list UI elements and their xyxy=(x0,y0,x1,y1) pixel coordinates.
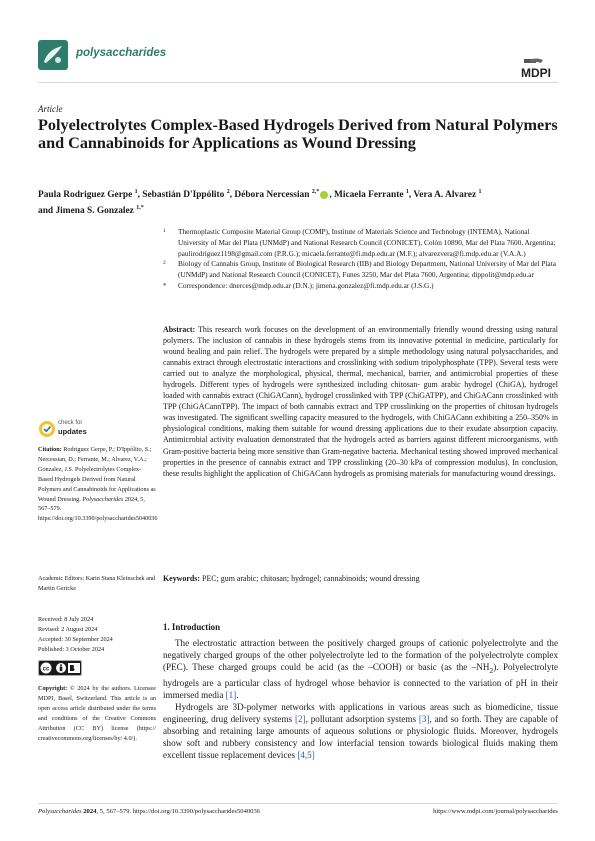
abstract-text: This research work focuses on the development of an environmentally friendly wound dressing using natural polymers. The inclusion of cannabis in these hydrogels stems from its innovative potential in medicine, particularly for wound healing and pain relief. The hydrogels were prepared by a simple methodology using natural polysaccharides, and cannabis extract through electrostatic interactions and crosslinking with sodium tripolyphosphate (TPP). Several tests were carried out to analyze the morphological, physical, thermal, mechanical, barrier, and antimicrobial properties of these hydrogels. Different types of hydrogels were synthesized including chitosan- gum arabic hydrogel (ChiGA), hydrogel loaded with cannabis extract (ChiGACann), hydrogel crosslinked with TPP (ChiGATPP), and ChiGACann crosslinked with TPP (ChiGACannTPP). The impact of both cannabis extract and TPP crosslinking on the properties of chitosan hydrogels was investigated. The significant swelling capacity measured to the hydrogels, with ChiGACann exhibiting a 250–350% in physiological conditions, making them suitable for wound dressing applications due to their exudate absorption capacity. Antimicrobial activity evaluation demonstrated that the hydrogels acted as barriers against different microorganisms, with Gram-positive bacteria being more sensitive than Gram-negative bacteria. Mechanical testing showed improved mechanical properties in the presence of cannabis extract and TPP crosslinking (20–30 kPa of compression modulus). In conclusion, these results highlight the application of ChiGACann hydrogels as promising materials for manufacturing wound dressings. xyxy=(163,325,558,478)
correspondence: * Correspondence: dnerces@mdp.edu.ar (D.N.); jimena.gonzalez@fi.mdp.edu.ar (J.S.G.) xyxy=(163,280,434,290)
academic-editors: Academic Editors: Karin Stana Kleinschek and Martin Gericke xyxy=(38,575,156,592)
author[interactable]: and Jimena S. Gonzalez $^{1,*}$ xyxy=(38,205,144,217)
article-type: Article xyxy=(38,104,63,114)
reference-link[interactable]: [1] xyxy=(225,690,237,700)
author[interactable]: Micaela Ferrante $^1$, xyxy=(334,189,414,201)
author[interactable]: Sebastián D'Ippólito $^2$, xyxy=(142,189,235,201)
footer-divider xyxy=(38,803,558,804)
author[interactable]: Débora Nercessian $^{2,*}$ , xyxy=(234,189,334,201)
reference-link[interactable]: [3] xyxy=(418,714,430,725)
reference-link[interactable]: [4,5] xyxy=(297,750,315,761)
orcid-icon[interactable] xyxy=(320,191,328,199)
mdpi-logo-icon[interactable] xyxy=(515,58,557,80)
keywords: Keywords: PEC; gum arabic; chitosan; hydrogel; cannabinoids; wound dressing xyxy=(163,574,420,583)
author[interactable]: Paula Rodriguez Gerpe $^1$, xyxy=(38,189,143,201)
affiliations xyxy=(163,227,558,292)
reference-link[interactable]: [2] xyxy=(294,714,306,725)
check-updates-icon xyxy=(38,420,56,438)
svg-text:cc: cc xyxy=(42,666,50,673)
copyright-notice: Copyright: © 2024 by the authors. Licensee MDPI, Basel, Switzerland. This article is an open access article distributed under the terms and conditions of the Creative Commons Attribution (CC BY) license (https:// creativecommons.org/licenses/by/ 4.0/). xyxy=(38,685,156,742)
paragraph: The electrostatic attraction between the positively charged groups of cationic polyelectrolyte and the negatively charged groups of the other polyelectrolyte led to the formation of the polyelectrolyte complex (PEC). These charged groups could be acid (as the –COOH) or basic (as the $-NH_2$). Polyelectrolyte hydrogels are a particular class of hydrogel whose behavior is connected to the variation of pH in their immersed media [1]. xyxy=(163,638,558,700)
header-divider xyxy=(38,82,558,83)
abstract-label: Abstract: xyxy=(163,325,196,334)
footer-citation: Polysaccharides 2024, 5, 567–579. https://doi.org/10.3390/polysaccharides5040036 xyxy=(38,808,261,815)
author-list xyxy=(38,186,558,218)
section-heading-introduction: 1. Introduction xyxy=(163,622,221,632)
author[interactable]: Vera A. Alvarez $^1$ xyxy=(413,189,482,201)
footer-journal-url[interactable]: https://www.mdpi.com/journal/polysaccharides xyxy=(433,808,558,815)
affiliation-item: 2 Biology of Cannabis Group, Institute of Biological Research (IIB) and Biology Department, National University of Mar del Plata (UNMdP) and National Research Council (CONICET), Funes 3250, Mar del Plata 7600, Argentina; dippolit@mdp.edu.ar xyxy=(163,259,556,280)
cc-by-license-icon[interactable] xyxy=(38,660,82,676)
check-for-updates-button[interactable]: check for updates xyxy=(38,418,118,442)
paragraph: Hydrogels are 3D-polymer networks with applications in various areas such as biomedicine, tissue engineering, drug delivery systems [2], pollutant adsorption systems [3], and so forth. They are capable of absorbing and retaining large amounts of aqueous solutions or physiologic fluids. Moreover, hydrogels show soft and rubbery consistency and low interfacial tension towards biological fluids making them excellent tissue replacement devices [4,5] xyxy=(163,702,558,761)
paper-title: Polyelectrolytes Complex-Based Hydrogels Derived from Natural Polymers and Cannabinoids for Applications as Wound Dressing xyxy=(38,116,558,153)
citation-block: Citation: Rodriguez Gerpe, P.; D'Ippólito, S.; Nercessian, D.; Ferrante, M.; Alvarez, V.A.; Gonzalez, J.S. Polyelectrolytes Complex-Based Hydrogels Derived from Natural Polymers and Cannabinoids for Applications as Wound Dressing. Polysaccharides 2024, 5, 567–579. https://doi.org/10.3390/polysaccharides5040036 xyxy=(38,446,158,523)
introduction-text xyxy=(163,637,558,761)
publication-dates: Received: 8 July 2024 Revised: 2 August 2024 Accepted: 30 September 2024 Published: 3 October 2024 xyxy=(38,616,113,653)
affiliation-item: 1 Thermoplastic Composite Material Group (COMP), Institute of Materials Science and Technology (INTEMA), National University of Mar del Plata (UNMdP) and National Research Council (CONICET), Colón 10890, Mar del Plata 7600, Argentina; paulirodriguez1198@gmail.com (P.R.G.); micaela.ferrante@fi.mdp.edu.ar (M.F.); alvarezvera@fi.mdp.edu.ar (V.A.A.) xyxy=(163,227,556,258)
abstract xyxy=(163,324,558,479)
citation-doi-link[interactable]: https://doi.org/10.3390/polysaccharides5040036 xyxy=(38,515,158,523)
journal-name[interactable]: polysaccharides xyxy=(76,47,167,59)
mdpi-logo-text: MDPI xyxy=(521,66,551,80)
journal-logo-icon xyxy=(38,40,68,70)
